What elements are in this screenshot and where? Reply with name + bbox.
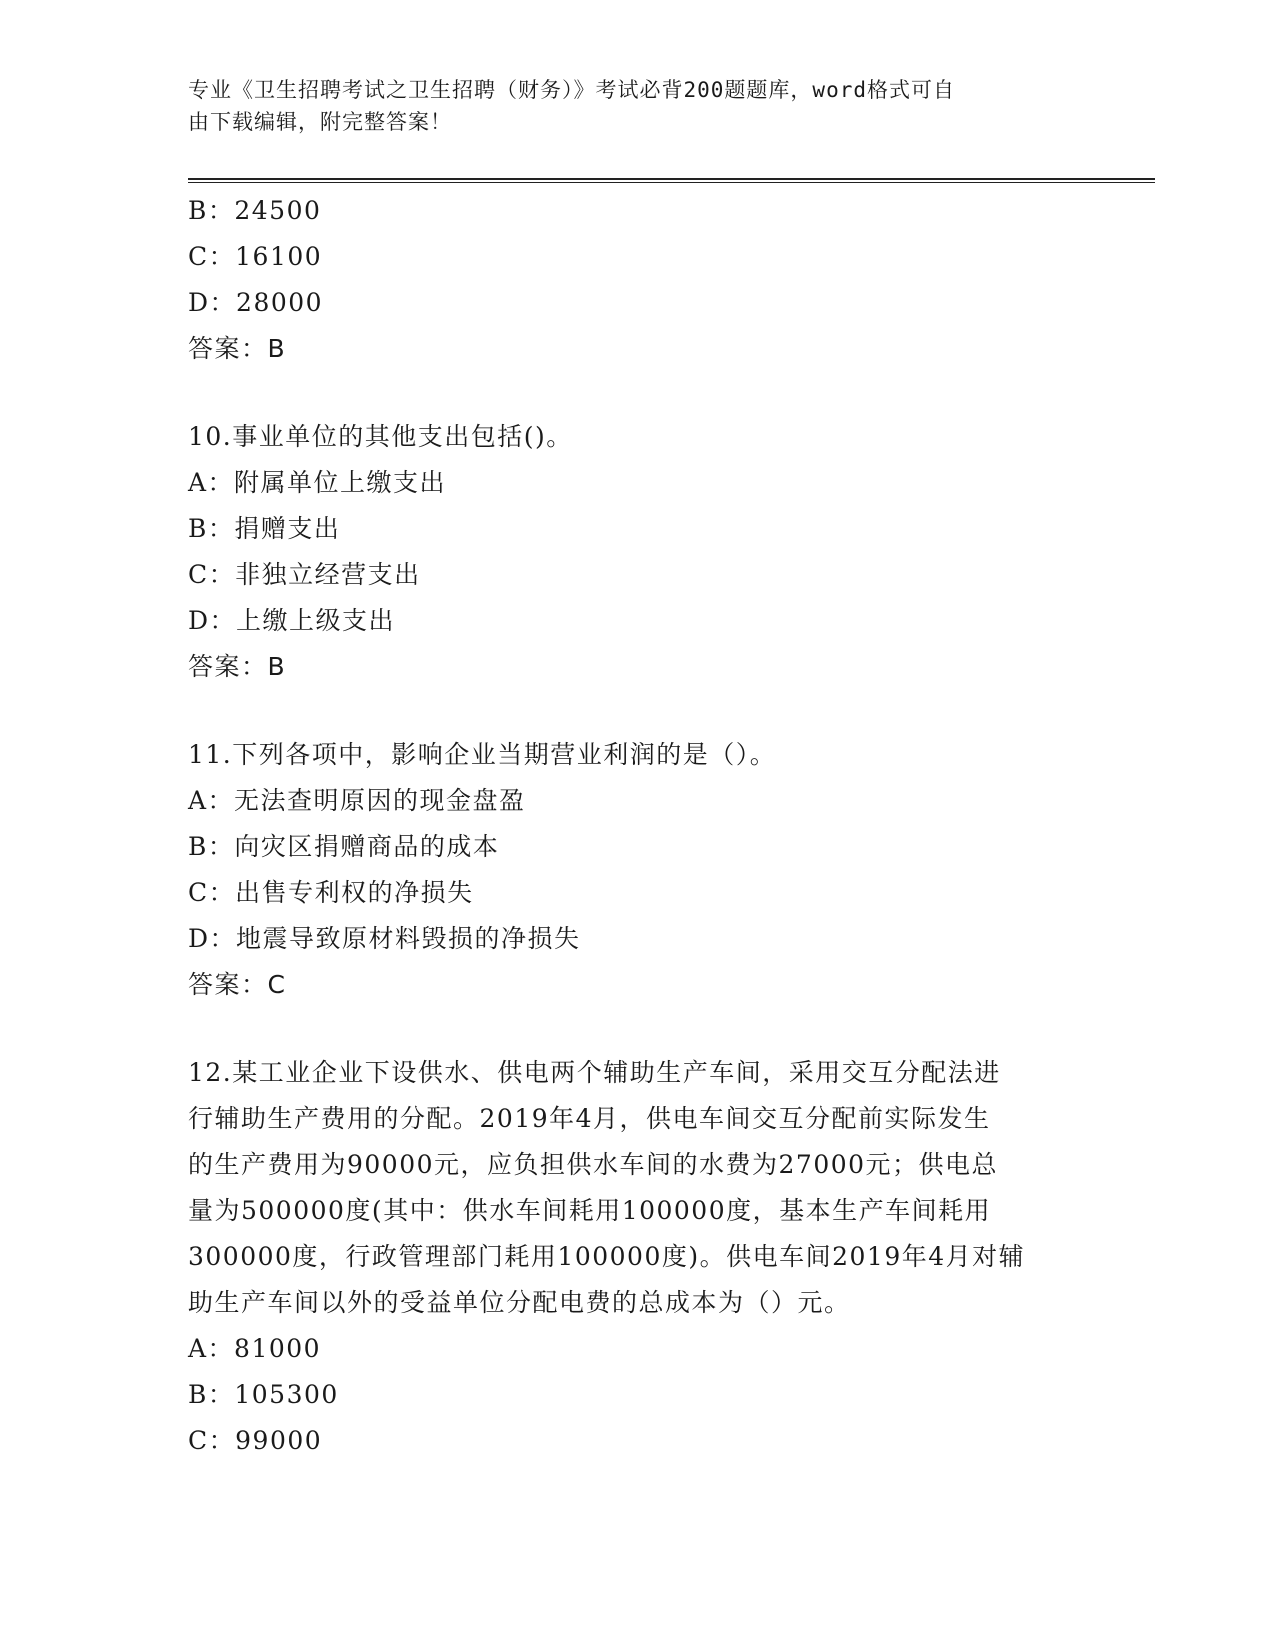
header-rule-thin [188,182,1155,183]
question-stem: 11.下列各项中，影响企业当期营业利润的是（）。 [188,740,777,769]
question-stem-line-5: 300000度，行政管理部门耗用100000度)。供电车间2019年4月对辅 [188,1242,1026,1271]
option-d: D：上缴上级支出 [188,606,396,635]
question-stem: 10.事业单位的其他支出包括()。 [188,422,573,451]
question-10 [188,414,1088,690]
answer: 答案：B [188,652,287,681]
answer: 答案：B [188,334,287,363]
answer: 答案：C [188,970,287,999]
option-a: A：无法查明原因的现金盘盈 [188,786,526,815]
document-body [188,188,1088,1464]
question-stem-line-3: 的生产费用为90000元，应负担供水车间的水费为27000元；供电总 [188,1150,999,1179]
option-c: C：16100 [188,242,323,271]
question-stem-line-4: 量为500000度(其中：供水车间耗用100000度，基本生产车间耗用 [188,1196,992,1225]
option-c: C：99000 [188,1426,323,1455]
option-c: C：出售专利权的净损失 [188,878,474,907]
option-a: A：81000 [188,1334,322,1363]
prev-question [188,188,1088,372]
header-line-1: 专业《卫生招聘考试之卫生招聘（财务）》考试必背200题题库，word格式可自 [188,78,955,102]
document-header [188,74,1068,138]
question-stem-line-6: 助生产车间以外的受益单位分配电费的总成本为（）元。 [188,1288,851,1317]
option-b: B：捐赠支出 [188,514,341,543]
option-b: B：24500 [188,196,322,225]
option-a: A：附属单位上缴支出 [188,468,447,497]
option-c: C：非独立经营支出 [188,560,421,589]
option-d: D：28000 [188,288,324,317]
header-line-2: 由下载编辑，附完整答案！ [188,110,452,134]
question-11 [188,732,1088,1008]
option-d: D：地震导致原材料毁损的净损失 [188,924,581,953]
question-stem-line-1: 12.某工业企业下设供水、供电两个辅助生产车间，采用交互分配法进 [188,1058,1001,1087]
option-b: B：105300 [188,1380,339,1409]
question-stem-line-2: 行辅助生产费用的分配。2019年4月，供电车间交互分配前实际发生 [188,1104,991,1133]
option-b: B：向灾区捐赠商品的成本 [188,832,500,861]
header-rule-thick [188,178,1155,180]
question-12 [188,1050,1088,1464]
